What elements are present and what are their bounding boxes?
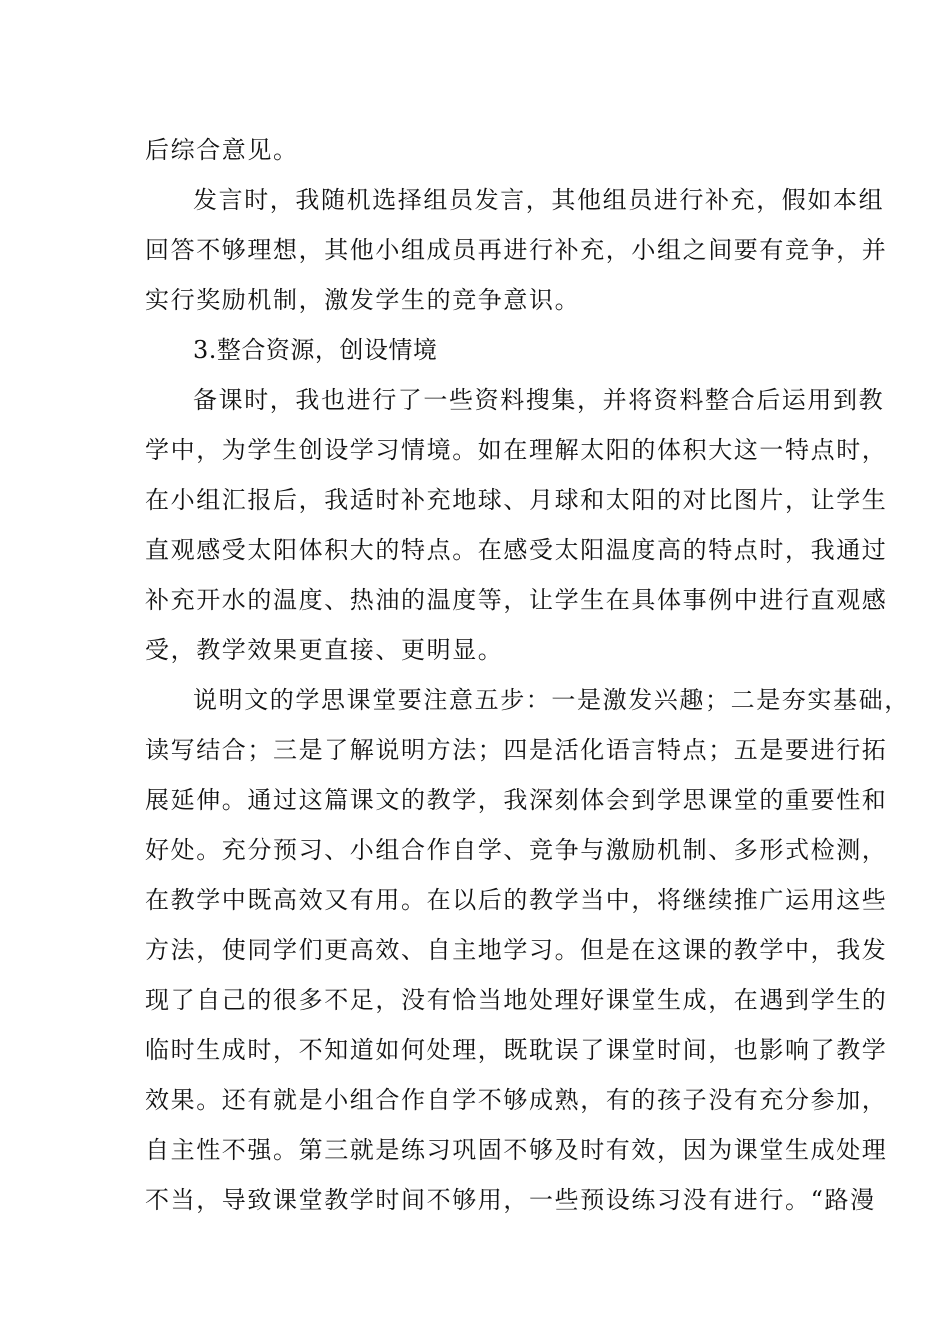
paragraph-line: 备课时，我也进行了一些资料搜集，并将资料整合后运用到教 [193, 386, 885, 414]
paragraph-line: 不当，导致课堂教学时间不够用，一些预设练习没有进行。“路漫 [145, 1186, 876, 1214]
paragraph-line: 效果。还有就是小组合作自学不够成熟，有的孩子没有充分参加， [145, 1086, 888, 1114]
paragraph-line: 临时生成时，不知道如何处理，既耽误了课堂时间，也影响了教学 [145, 1036, 888, 1064]
paragraph-line: 读写结合；三是了解说明方法；四是活化语言特点；五是要进行拓 [145, 736, 888, 764]
paragraph-line: 方法，使同学们更高效、自主地学习。但是在这课的教学中，我发 [145, 936, 888, 964]
paragraph-line: 自主性不强。第三就是练习巩固不够及时有效，因为课堂生成处理 [145, 1136, 888, 1164]
paragraph-line: 实行奖励机制，激发学生的竞争意识。 [145, 286, 581, 314]
section-heading: 3.整合资源，创设情境 [193, 336, 438, 364]
paragraph-line: 好处。充分预习、小组合作自学、竞争与激励机制、多形式检测， [145, 836, 888, 864]
paragraph-line: 现了自己的很多不足，没有恰当地处理好课堂生成，在遇到学生的 [145, 986, 888, 1014]
paragraph-line: 补充开水的温度、热油的温度等，让学生在具体事例中进行直观感 [145, 586, 888, 614]
paragraph-line: 展延伸。通过这篇课文的教学，我深刻体会到学思课堂的重要性和 [145, 786, 888, 814]
paragraph-line: 回答不够理想，其他小组成员再进行补充，小组之间要有竞争，并 [145, 236, 888, 264]
paragraph-line: 后综合意见。 [145, 136, 299, 164]
paragraph-line: 发言时，我随机选择组员发言，其他组员进行补充，假如本组 [193, 186, 885, 214]
paragraph-line: 在小组汇报后，我适时补充地球、月球和太阳的对比图片，让学生 [145, 486, 888, 514]
paragraph-line: 学中，为学生创设学习情境。如在理解太阳的体积大这一特点时， [145, 436, 888, 464]
paragraph-line: 说明文的学思课堂要注意五步：一是激发兴趣；二是夯实基础， [193, 686, 910, 714]
paragraph-line: 直观感受太阳体积大的特点。在感受太阳温度高的特点时，我通过 [145, 536, 888, 564]
paragraph-line: 在教学中既高效又有用。在以后的教学当中，将继续推广运用这些 [145, 886, 888, 914]
paragraph-line: 受，教学效果更直接、更明显。 [145, 636, 504, 664]
